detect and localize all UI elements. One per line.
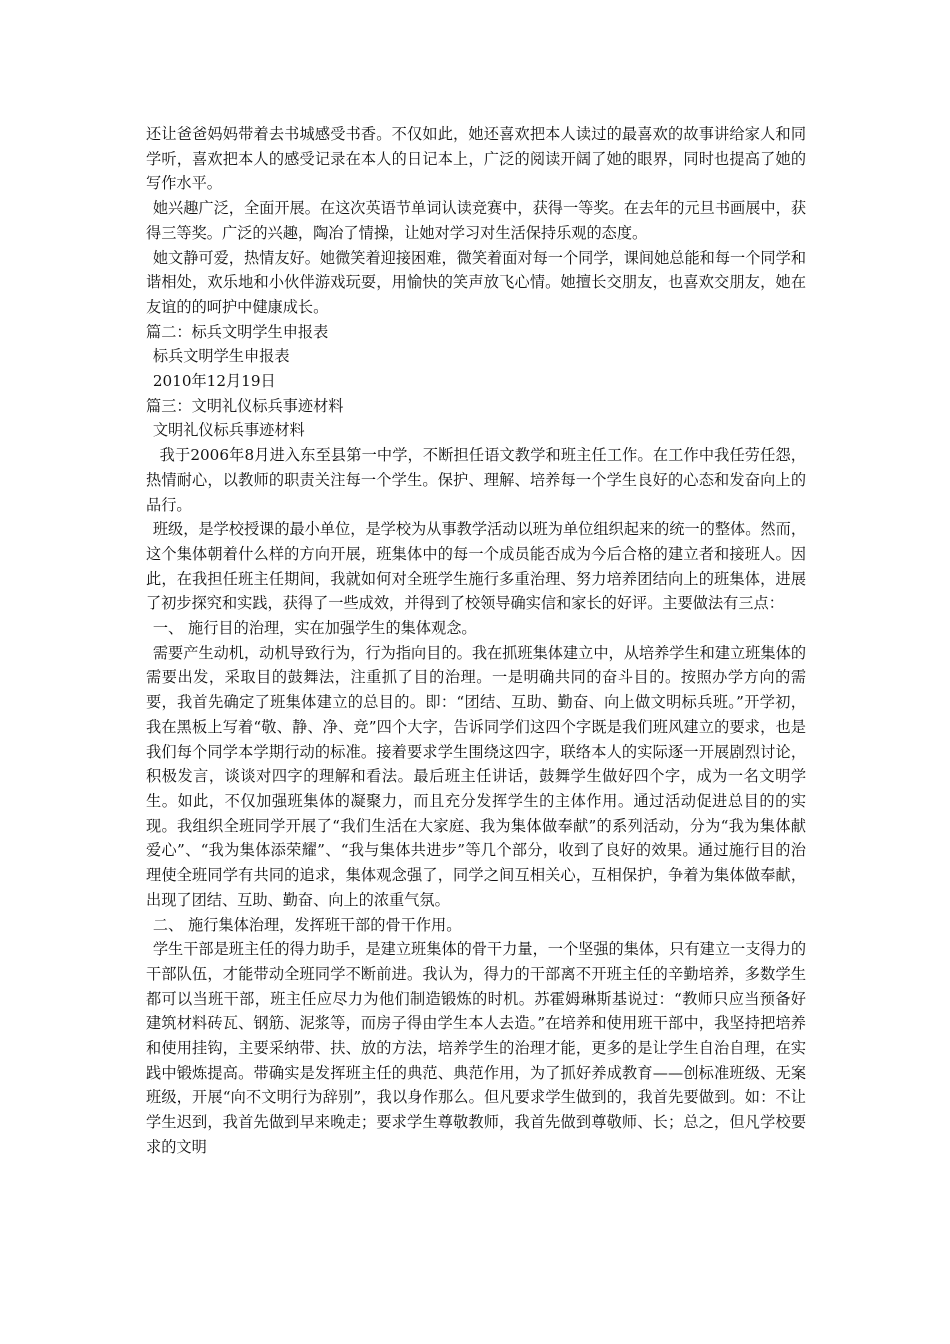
section-heading: 篇三：文明礼仪标兵事迹材料 — [146, 396, 344, 415]
paragraph: 她兴趣广泛，全面开展。在这次英语节单词认读竞赛中，获得一等奖。在去年的元旦书画展中，获得三等奖。广泛的兴趣，陶冶了情操，让她对学习对生活保持乐观的态度。 — [146, 199, 806, 242]
paragraph: 还让爸爸妈妈带着去书城感受书香。不仅如此，她还喜欢把本人读过的最喜欢的故事讲给家人和同学听，喜欢把本人的感受记录在本人的日记本上，广泛的阅读开阔了她的眼界，同时也提高了她的写作水平。 — [146, 125, 806, 193]
document-date: 2010年12月19日 — [152, 372, 276, 391]
document-body — [146, 122, 806, 1160]
paragraph: 学生干部是班主任的得力助手，是建立班集体的骨干力量，一个坚强的集体，只有建立一支得力的干部队伍，才能带动全班同学不断前进。我认为，得力的干部离不开班主任的辛勤培养，多数学生都可以当班干部，班主任应尽力为他们制造锻炼的时机。苏霍姆琳斯基说过：“教师只应当预备好建筑材料砖瓦、钢筋、泥浆等，而房子得由学生本人去造。”在培养和使用班干部中，我坚持把培养和使用挂钩，主要采纳带、扶、放的方法，培养学生的治理才能，更多的是让学生自治自理，在实践中锻炼提高。带确实是发挥班主任的典范、典范作用，为了抓好养成教育——创标准班级、无案班级，开展“向不文明行为辞别”，我以身作那么。但凡要求学生做到的，我首先要做到。如：不让学生迟到，我首先做到早来晚走；要求学生尊敬教师，我首先做到尊敬师、长；总之，但凡学校要求的文明 — [146, 940, 806, 1156]
document-title: 文明礼仪标兵事迹材料 — [152, 421, 305, 440]
subheading: 一、 施行目的治理，实在加强学生的集体观念。 — [152, 619, 477, 638]
paragraph: 班级，是学校授课的最小单位，是学校为从事教学活动以班为单位组织起来的统一的整体。然而，这个集体朝着什么样的方向开展，班集体中的每一个成员能否成为今后合格的建立者和接班人。因此，在我担任班主任期间，我就如何对全班学生施行多重治理、努力培养团结向上的班集体，进展了初步探究和实践，获得了一些成效，并得到了校领导确实信和家长的好评。主要做法有三点： — [146, 520, 806, 613]
section-heading: 篇二：标兵文明学生申报表 — [146, 322, 329, 341]
paragraph: 需要产生动机，动机导致行为，行为指向目的。我在抓班集体建立中，从培养学生和建立班集体的需要出发，采取目的鼓舞法，注重抓了目的治理。一是明确共同的奋斗目的。按照办学方向的需要，我首先确定了班集体建立的总目的。即：“团结、互助、勤奋、向上做文明标兵班。”开学初，我在黑板上写着“敬、静、净、竞”四个大字，告诉同学们这四个字既是我们班风建立的要求，也是我们每个同学本学期行动的标准。接着要求学生围绕这四字，联络本人的实际逐一开展剧烈讨论，积极发言，谈谈对四字的理解和看法。最后班主任讲话，鼓舞学生做好四个字，成为一名文明学生。如此，不仅加强班集体的凝聚力，而且充分发挥学生的主体作用。通过活动促进总目的的实现。我组织全班同学开展了“我们生活在大家庭、我为集体做奉献”的系列活动，分为“我为集体献爱心”、“我为集体添荣耀”、“我与集体共进步”等几个部分，收到了良好的效果。通过施行目的治理使全班同学有共同的追求，集体观念强了，同学之间互相关心，互相保护，争着为集体做奉献，出现了团结、互助、勤奋、向上的浓重气氛。 — [146, 643, 806, 909]
paragraph: 我于2006年8月进入东至县第一中学，不断担任语文教学和班主任工作。在工作中我任劳任怨，热情耐心，以教师的职责关注每一个学生。保护、理解、培养每一个学生良好的心态和发奋向上的品行。 — [146, 446, 806, 514]
paragraph: 她文静可爱，热情友好。她微笑着迎接困难，微笑着面对每一个同学，课间她总能和每一个同学和谐相处，欢乐地和小伙伴游戏玩耍，用愉快的笑声放飞心情。她擅长交朋友，也喜欢交朋友，她在友谊的的呵护中健康成长。 — [146, 248, 806, 316]
subheading: 二、 施行集体治理，发挥班干部的骨干作用。 — [152, 915, 462, 934]
document-title: 标兵文明学生申报表 — [152, 347, 290, 366]
